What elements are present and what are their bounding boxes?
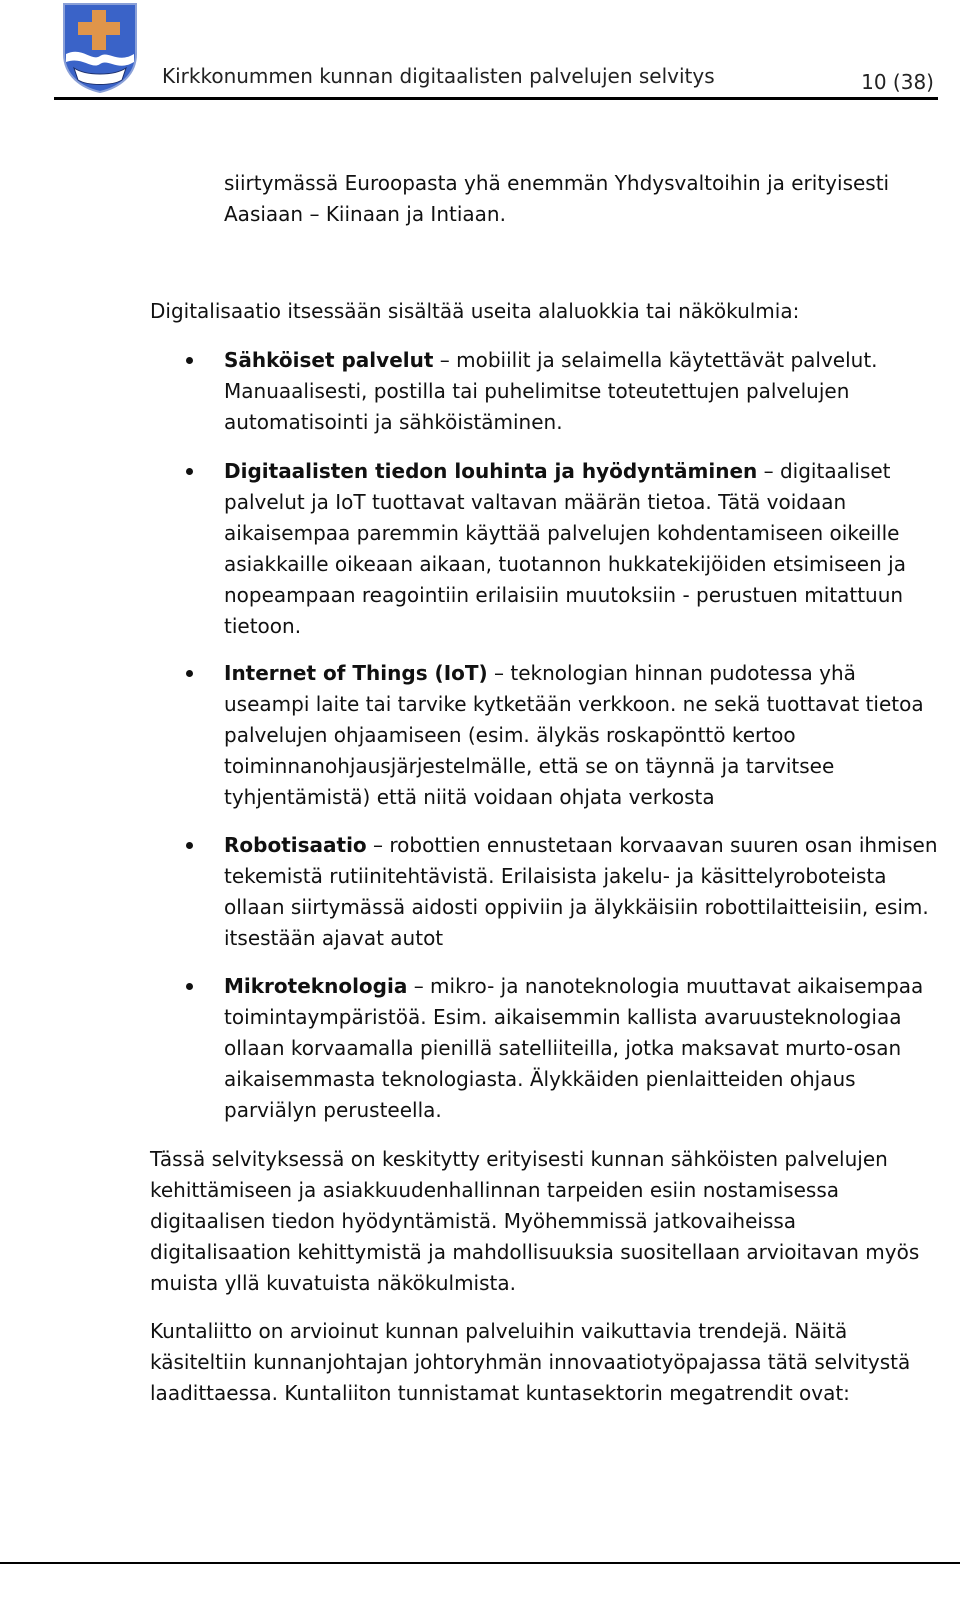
municipal-crest-icon: [62, 2, 138, 94]
intro-continuation: siirtymässä Euroopasta yhä enemmän Yhdysvaltoihin ja erityisesti Aasiaan – Kiinaan ja Intiaan.: [224, 171, 890, 226]
body-paragraph: Kuntaliitto on arvioinut kunnan palveluihin vaikuttavia trendejä. Näitä käsiteltiin kunnanjohtajan johtoryhmän innovaatiotyöpajassa tätä selvitystä laadittaessa. Kuntaliiton tunnistamat kuntasektorin megatrendit ovat:: [150, 1319, 911, 1405]
list-item: [224, 830, 944, 954]
header-divider: [54, 97, 938, 100]
list-item: [224, 345, 944, 438]
list-item-text: – teknologian hinnan pudotessa yhä useampi laite tai tarvike kytketään verkkoon. ne sekä tuottavat tietoa palvelujen ohjaamiseen (esim. älykäs roskapönttö kertoo toiminnanohjausjärjestelmälle, että se on täynnä ja tarvitsee tyhjentämistä) että niitä voidaan ohjata verkosta: [224, 661, 924, 809]
bullet-icon: [186, 357, 193, 364]
list-item-text: – robottien ennustetaan korvaavan suuren osan ihmisen tekemistä rutiinitehtävistä. Erilaisista jakelu- ja käsittelyroboteista ollaan siirtymässä aidosti oppiviin ja älykkäisiin robottilaitteisiin, esim. itsestään ajavat autot: [224, 833, 938, 950]
bullet-icon: [186, 983, 193, 990]
page-header: [0, 0, 960, 104]
footer-divider: [0, 1562, 960, 1564]
list-item-term: Mikroteknologia: [224, 974, 408, 998]
list-item: [224, 658, 944, 813]
list-item-term: Robotisaatio: [224, 833, 367, 857]
list-item-term: Digitaalisten tiedon louhinta ja hyödyntäminen: [224, 459, 758, 483]
page-number: 10 (38): [861, 70, 934, 94]
document-title: Kirkkonummen kunnan digitaalisten palvelujen selvitys: [162, 64, 715, 88]
list-item-text: – digitaaliset palvelut ja IoT tuottavat valtavan määrän tietoa. Tätä voidaan aikaisempaa paremmin käyttää palvelujen kohdentamiseen oikeille asiakkaille oikeaan aikaan, tuotannon hukkatekijöiden etsimiseen ja nopeampaan reagointiin erilaisiin muutoksiin - perustuen mitattuun tietoon.: [224, 459, 906, 638]
list-item-text: – mikro- ja nanoteknologia muuttavat aikaisempaa toimintaympäristöä. Esim. aikaisemmin kallista avaruusteknologiaa ollaan korvaamalla pienillä satelliiteilla, jotka maksavat murto-osan aikaisemmasta teknologiasta. Älykkäiden pienlaitteiden ohjaus parviälyn perusteella.: [224, 974, 924, 1122]
bullet-icon: [186, 468, 193, 475]
list-item-text: – mobiilit ja selaimella käytettävät palvelut. Manuaalisesti, postilla tai puhelimitse toteutettujen palvelujen automatisointi ja sähköistäminen.: [224, 348, 878, 434]
body-paragraph: Tässä selvityksessä on keskitytty erityisesti kunnan sähköisten palvelujen kehittämiseen ja asiakkuudenhallinnan tarpeiden esiin nostamisessa digitaalisen tiedon hyödyntämistä. Myöhemmissä jatkovaiheissa digitalisaation kehittymistä ja mahdollisuuksia suositellaan arvioitavan myös muista yllä kuvatuista näkökulmista.: [150, 1147, 920, 1295]
list-item: [224, 456, 944, 642]
lead-paragraph: Digitalisaatio itsessään sisältää useita alaluokkia tai näkökulmia:: [150, 299, 800, 323]
list-item: [224, 971, 944, 1126]
list-item-term: Internet of Things (IoT): [224, 661, 488, 685]
list-item-term: Sähköiset palvelut: [224, 348, 434, 372]
bullet-icon: [186, 842, 193, 849]
bullet-icon: [186, 670, 193, 677]
